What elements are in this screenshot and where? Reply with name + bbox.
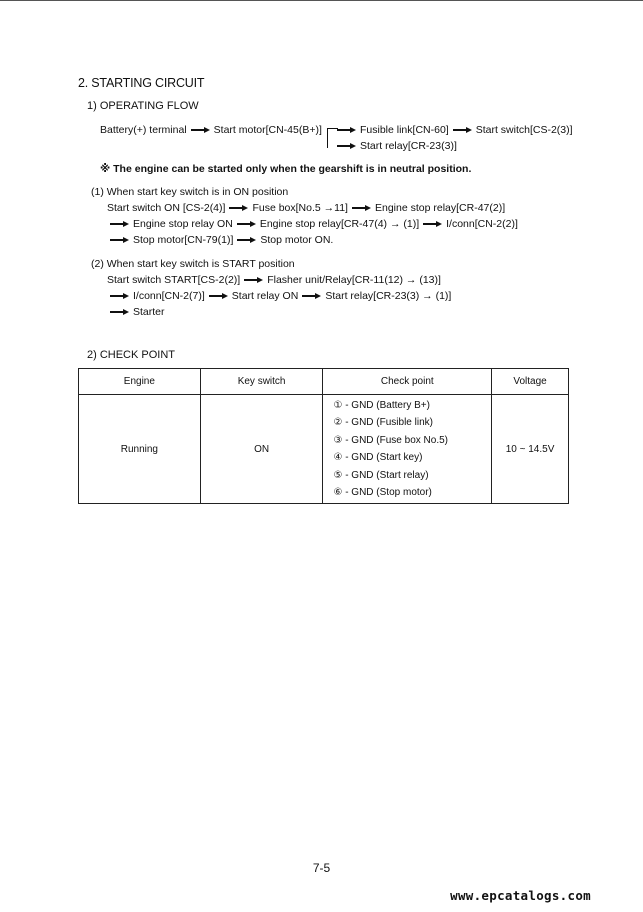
arrow-icon	[237, 221, 256, 227]
flow-fusible-link: Fusible link[CN-60]	[360, 124, 449, 136]
flow-branch-b	[337, 140, 457, 152]
start-relay-terminal: Start relay[CR-23(3) → (1)]	[325, 290, 452, 302]
flow-start-relay: Start relay[CR-23(3)]	[360, 140, 457, 152]
top-rule	[0, 0, 643, 1]
on-stop-motor-on: Stop motor ON.	[260, 234, 334, 246]
start-iconn: I/conn[CN-2(7)]	[133, 290, 205, 302]
note-symbol: ※	[100, 163, 111, 175]
start-switch-start: Start switch START[CS-2(2)]	[107, 274, 241, 286]
check-point-cell	[323, 395, 492, 504]
flow-start-motor: Start motor[CN-45(B+)]	[213, 124, 322, 136]
arrow-icon	[229, 205, 248, 211]
arrow-icon	[209, 293, 228, 299]
on-engine-stop-relay: Engine stop relay[CR-47(2)]	[374, 202, 506, 214]
on-position-heading: (1) When start key switch is in ON position	[91, 186, 289, 198]
column-header: Key switch	[200, 369, 323, 395]
check-item: ⑥ - GND (Stop motor)	[333, 486, 432, 498]
flow-branch-a	[337, 124, 573, 136]
on-flow-line-2	[110, 218, 518, 230]
arrow-icon	[244, 277, 263, 283]
arrow-icon	[352, 205, 371, 211]
on-stop-motor: Stop motor[CN-79(1)]	[133, 234, 234, 246]
arrow-icon	[110, 293, 129, 299]
on-fuse-box: Fuse box[No.5 →11]	[252, 202, 348, 214]
start-relay-on: Start relay ON	[231, 290, 299, 302]
note-text: The engine can be started only when the gearshift is in neutral position.	[113, 163, 472, 175]
arrow-icon	[337, 143, 356, 149]
flow-main-line	[100, 124, 322, 136]
start-flow-line-2	[110, 290, 451, 302]
arrow-icon	[110, 237, 129, 243]
on-relay-on: Engine stop relay ON	[133, 218, 233, 230]
engine-cell: Running	[79, 395, 201, 504]
check-point-heading: 2) CHECK POINT	[87, 349, 176, 361]
check-item: ① - GND (Battery B+)	[333, 400, 430, 411]
on-flow-line-1	[107, 202, 505, 214]
flow-battery: Battery(+) terminal	[100, 124, 187, 136]
check-item: ② - GND (Fusible link)	[333, 417, 433, 429]
flow-start-switch: Start switch[CS-2(3)]	[475, 124, 573, 136]
table-row	[79, 395, 569, 504]
check-point-table	[78, 368, 569, 504]
start-flow-line-3	[110, 306, 165, 318]
arrow-icon	[302, 293, 321, 299]
arrow-icon	[110, 309, 129, 315]
column-header: Check point	[323, 369, 492, 395]
column-header: Voltage	[492, 369, 569, 395]
footer-url[interactable]: www.epcatalogs.com	[450, 888, 591, 903]
check-item: ④ - GND (Start key)	[333, 452, 423, 464]
column-header: Engine	[79, 369, 201, 395]
key-switch-cell: ON	[200, 395, 323, 504]
check-item: ③ - GND (Fuse box No.5)	[333, 434, 448, 446]
voltage-cell: 10 ~ 14.5V	[492, 395, 569, 504]
arrow-icon	[453, 127, 472, 133]
neutral-note	[100, 163, 471, 175]
page-number: 7-5	[312, 861, 331, 875]
arrow-icon	[337, 127, 356, 133]
start-starter: Starter	[133, 306, 165, 318]
arrow-icon	[110, 221, 129, 227]
on-iconn: I/conn[CN-2(2)]	[446, 218, 518, 230]
on-flow-line-3	[110, 234, 333, 246]
on-start-switch: Start switch ON [CS-2(4)]	[107, 202, 226, 214]
section-title: 2. STARTING CIRCUIT	[78, 76, 205, 90]
start-flasher-unit: Flasher unit/Relay[CR-11(12) → (13)]	[267, 274, 441, 286]
table-header-row	[79, 369, 569, 395]
start-position-heading: (2) When start key switch is START position	[91, 258, 295, 270]
on-relay-terminal: Engine stop relay[CR-47(4) → (1)]	[259, 218, 420, 230]
start-flow-line-1	[107, 274, 441, 286]
arrow-icon	[191, 127, 210, 133]
operating-flow-heading: 1) OPERATING FLOW	[87, 100, 199, 112]
check-item: ⑤ - GND (Start relay)	[333, 469, 429, 481]
arrow-icon	[237, 237, 256, 243]
arrow-icon	[423, 221, 442, 227]
